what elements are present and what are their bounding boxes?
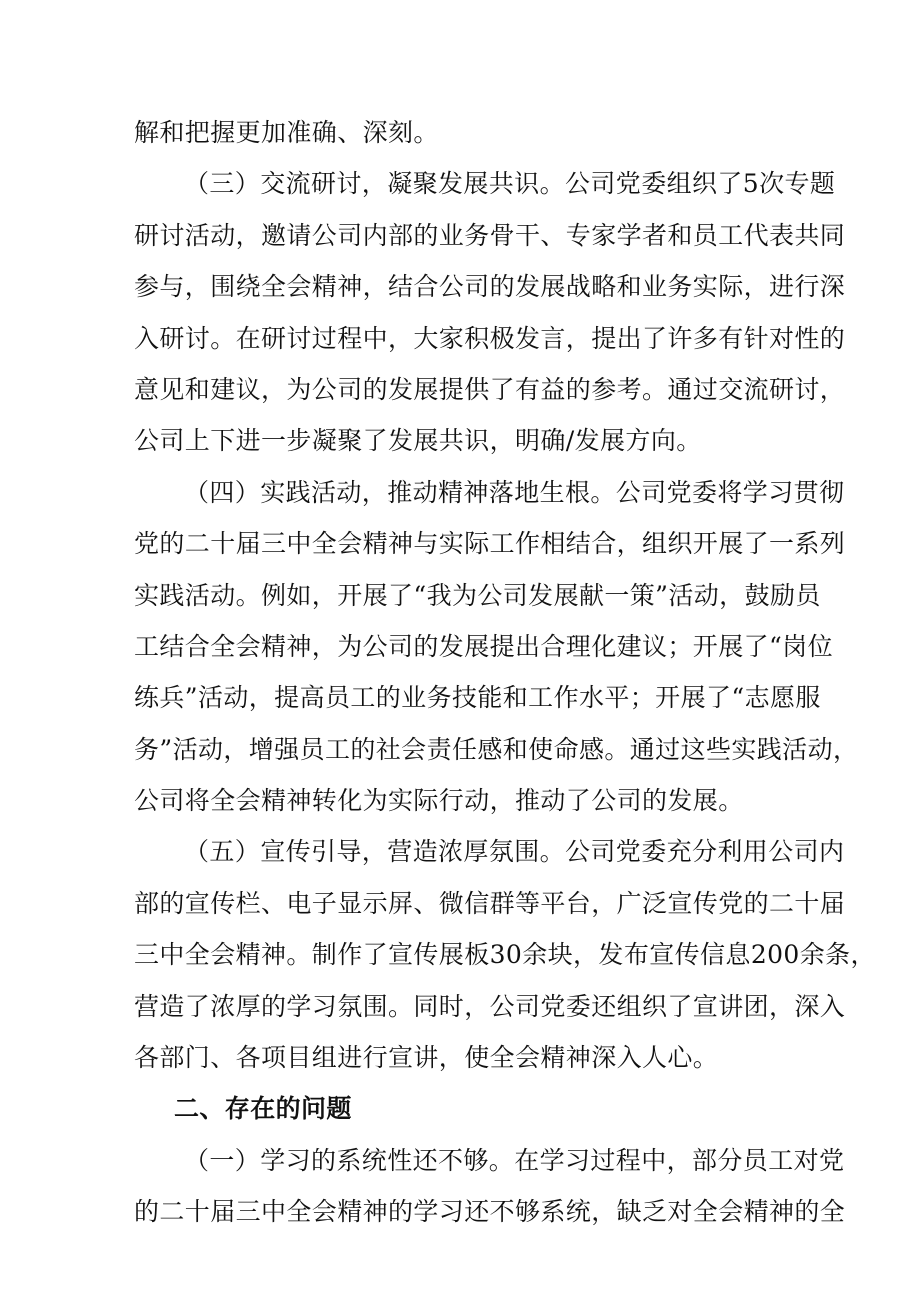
text-line: 公司上下进一步凝聚了发展共识，明确/发展方向。 <box>134 426 702 456</box>
text-line: 意见和建议，为公司的发展提供了有益的参考。通过交流研讨， <box>134 374 846 404</box>
text-line: （三）交流研讨，凝聚发展共识。公司党委组织了5次专题 <box>184 169 836 199</box>
text-line: 营造了浓厚的学习氛围。同时，公司党委还组织了宣讲团，深入 <box>134 991 846 1021</box>
text-line: 公司将全会精神转化为实际行动，推动了公司的发展。 <box>134 786 744 816</box>
text-line: 练兵”活动，提高员工的业务技能和工作水平；开展了“志愿服 <box>134 683 821 713</box>
text-line: 部的宣传栏、电子显示屏、微信群等平台，广泛宣传党的二十届 <box>134 888 846 918</box>
text-line: （五）宣传引导，营造浓厚氛围。公司党委充分利用公司内 <box>184 837 845 867</box>
text-line: 的二十届三中全会精神的学习还不够系统，缺乏对全会精神的全 <box>134 1197 846 1227</box>
document-body <box>134 107 876 1238</box>
text-line: 党的二十届三中全会精神与实际工作相结合，组织开展了一系列 <box>134 529 846 559</box>
text-line: （四）实践活动，推动精神落地生根。公司党委将学习贯彻 <box>184 477 845 507</box>
text-line: 入研讨。在研讨过程中，大家积极发言，提出了许多有针对性的 <box>134 323 846 353</box>
text-line: 工结合全会精神，为公司的发展提出合理化建议；开展了“岗位 <box>134 631 833 661</box>
text-line: 解和把握更加准确、深刻。 <box>134 118 439 147</box>
text-line: 实践活动。例如，开展了“我为公司发展献一策”活动，鼓励员 <box>134 580 821 610</box>
section-heading: 二、存在的问题 <box>174 1094 352 1124</box>
text-line: 各部门、各项目组进行宣讲，使全会精神深入人心。 <box>134 1043 719 1073</box>
text-line: 参与，围绕全会精神，结合公司的发展战略和业务实际，进行深 <box>134 272 846 302</box>
text-line: 务”活动，增强员工的社会责任感和使命感。通过这些实践活动， <box>134 734 859 764</box>
text-line: 三中全会精神。制作了宣传展板30余块，发布宣传信息200余条， <box>134 940 876 970</box>
text-line: （一）学习的系统性还不够。在学习过程中，部分员工对党 <box>184 1145 845 1175</box>
text-line: 研讨活动，邀请公司内部的业务骨干、专家学者和员工代表共同 <box>134 220 846 250</box>
